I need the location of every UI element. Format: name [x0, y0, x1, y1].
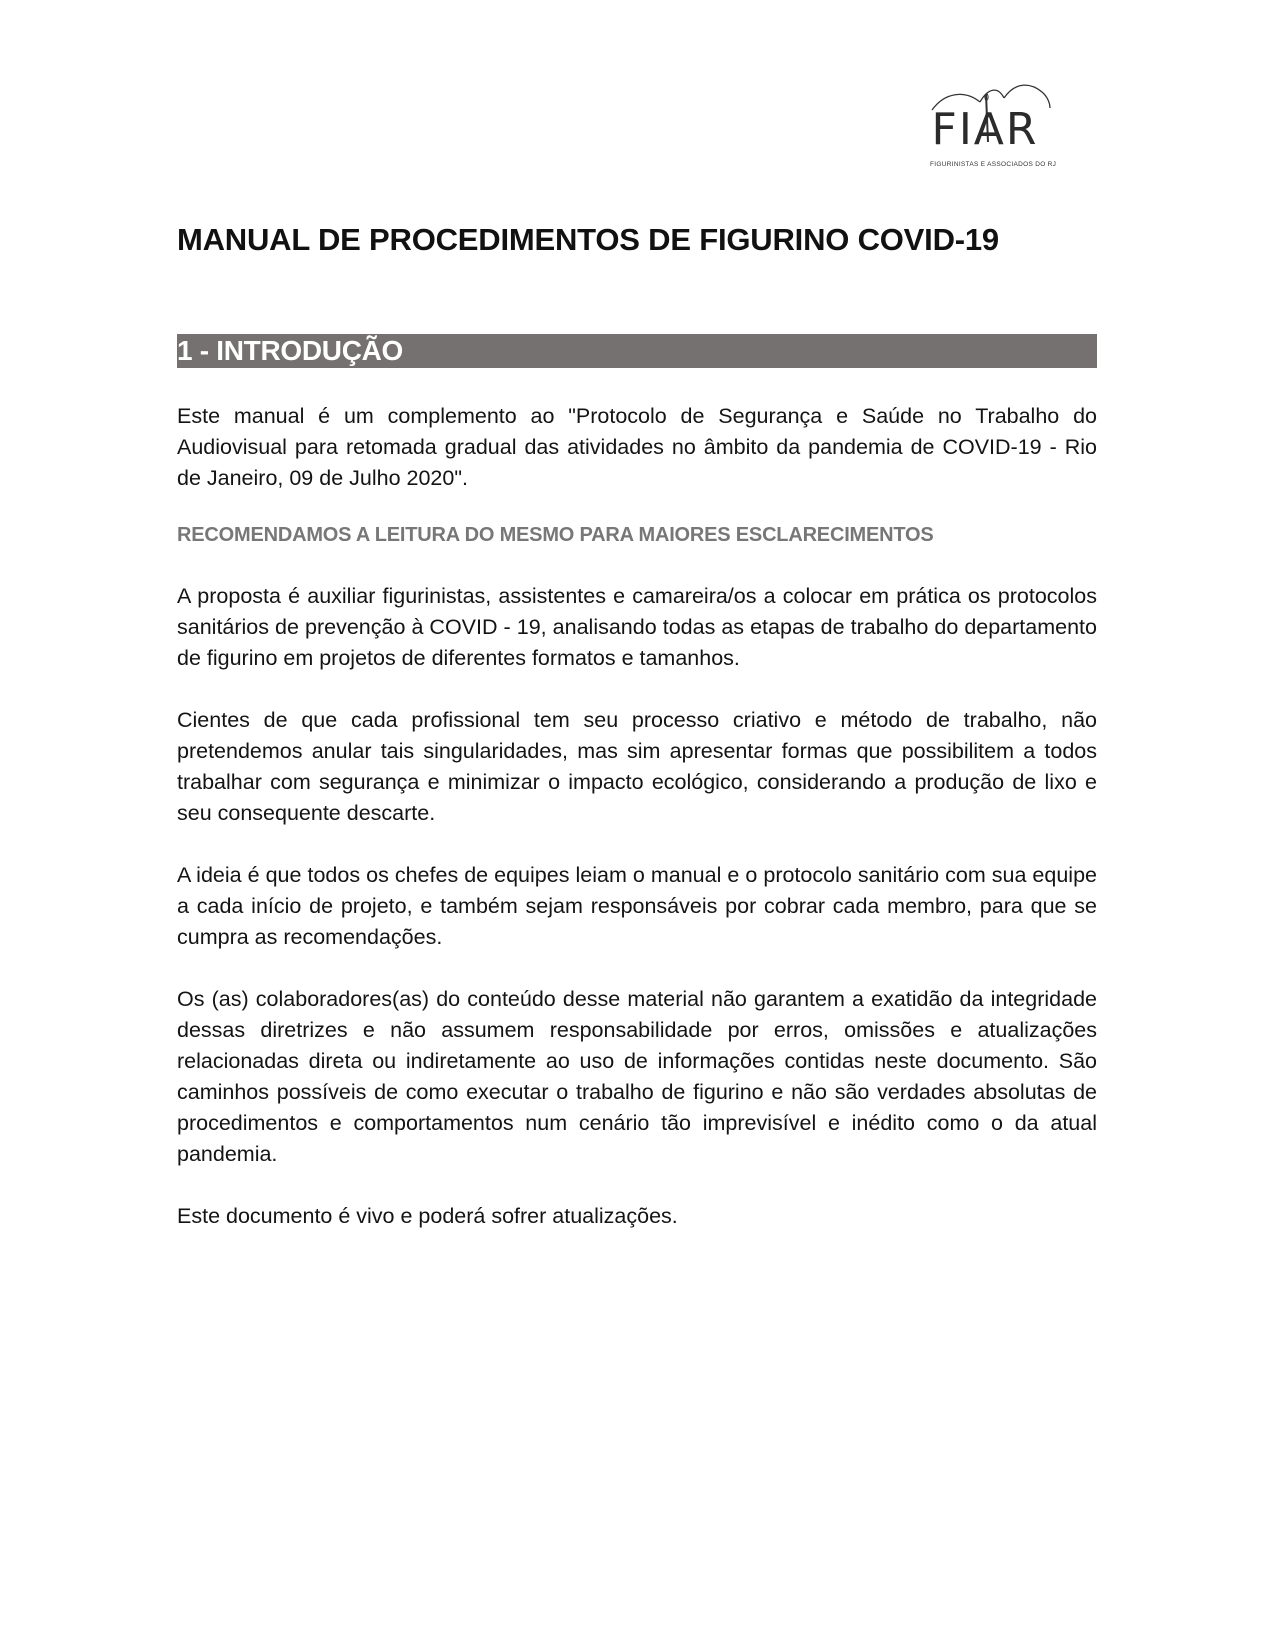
document-title: MANUAL DE PROCEDIMENTOS DE FIGURINO COVID-19 — [177, 222, 999, 257]
recommendation-note: RECOMENDAMOS A LEITURA DO MESMO PARA MAIORES ESCLARECIMENTOS — [177, 524, 934, 546]
logo-text: FIAR — [931, 104, 1039, 155]
fiar-logo — [930, 84, 1055, 176]
section-heading-bar — [177, 334, 1097, 368]
section-heading: 1 - INTRODUÇÃO — [177, 335, 404, 366]
paragraph-creative-process: Cientes de que cada profissional tem seu processo criativo e método de trabalho, não pretendemos anular tais singularidades, mas sim apresentar formas que possibilitem a todos trabalhar com segurança e minimizar o impacto ecológico, considerando a produção de lixo e seu consequente descarte. — [177, 708, 1097, 825]
paragraph-disclaimer: Os (as) colaboradores(as) do conteúdo desse material não garantem a exatidão da integridade dessas diretrizes e não assumem responsabilidade por erros, omissões e atualizações relacionadas direta ou indiretamente ao uso de informações contidas neste documento. São caminhos possíveis de como executar o trabalho de figurino e não são verdades absolutas de procedimentos e comportamentos num cenário tão imprevisível e inédito como o da atual pandemia. — [177, 987, 1097, 1166]
paragraph-proposal: A proposta é auxiliar figurinistas, assistentes e camareira/os a colocar em prática os protocolos sanitários de prevenção à COVID - 19, analisando todas as etapas de trabalho do departamento de figurino em projetos de diferentes formatos e tamanhos. — [177, 584, 1097, 670]
document-body — [177, 401, 1097, 1232]
paragraph-team-leaders: A ideia é que todos os chefes de equipes leiam o manual e o protocolo sanitário com sua equipe a cada início de projeto, e também sejam responsáveis por cobrar cada membro, para que se cumpra as recomendações. — [177, 863, 1097, 949]
paragraph-intro: Este manual é um complemento ao "Protocolo de Segurança e Saúde no Trabalho do Audiovisual para retomada gradual das atividades no âmbito da pandemia de COVID-19 - Rio de Janeiro, 09 de Julho 2020". — [177, 404, 1097, 490]
paragraph-living-document: Este documento é vivo e poderá sofrer atualizações. — [177, 1204, 678, 1228]
logo-subtitle: FIGURINISTAS E ASSOCIADOS DO RJ — [930, 161, 1057, 168]
